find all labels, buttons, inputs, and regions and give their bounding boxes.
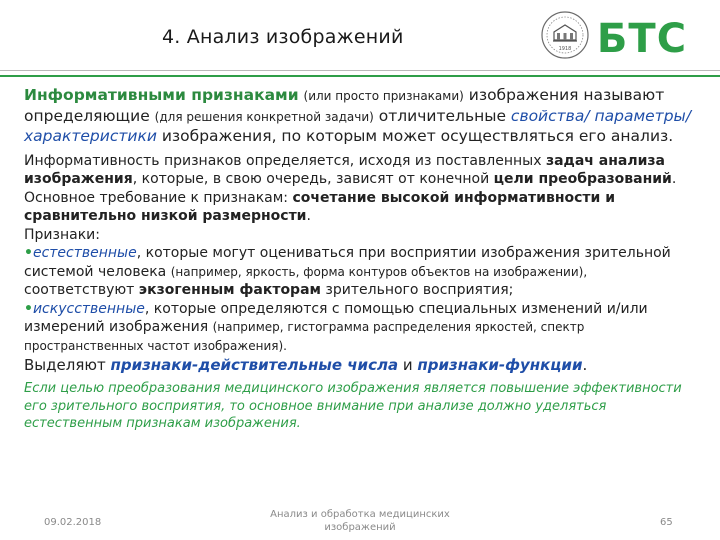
features-label: Признаки: xyxy=(24,226,100,243)
conclusion-note: Если целью преобразования медицинского изображения является повышение эффективности его зрительного восприятия, то основное внимание при анализе должно уделяться естественным признакам изображения. xyxy=(24,381,682,431)
term-artificial: искусственные xyxy=(32,300,145,317)
definition-paragraph: Информативными признаками (или просто признаками) изображения называют определяющие (для решения конкретной задачи) отличительные свойства/ параметры/ характеристики изображения, по которым может осуществляться его анализ. xyxy=(24,86,691,145)
page-number: 65 xyxy=(660,517,673,528)
bullet-natural-features: •естественные, которые могут оцениваться при восприятии изображения зрительной системой человека (например, яркость, форма контуров объектов на изображении), соответствуют экзогенным факторам зрительного восприятия; xyxy=(24,245,671,298)
slide-body xyxy=(24,86,696,433)
feature-types-paragraph: Выделяют признаки-действительные числа и признаки-функции. xyxy=(24,356,588,374)
properties-phrase: свойства/ параметры/ характеристики xyxy=(24,106,691,145)
bts-logo xyxy=(596,14,688,58)
term-informative-features: Информативными признаками xyxy=(24,86,299,104)
university-seal-icon xyxy=(540,10,590,60)
slide-title: 4. Анализ изображений xyxy=(162,26,404,48)
footer-date: 09.02.2018 xyxy=(44,517,102,528)
bullet-mark: • xyxy=(24,300,33,317)
informativeness-paragraph: Информативность признаков определяется, исходя из поставленных задач анализа изображения, которые, в свою очередь, зависят от конечной цели преобразований. xyxy=(24,152,677,187)
bullet-mark: • xyxy=(24,245,33,261)
seal-year: 1918 xyxy=(558,46,572,52)
term-real-number-features: признаки-действительные числа xyxy=(110,356,399,374)
term-function-features: признаки-функции xyxy=(417,356,583,374)
bullet-artificial-features: •искусственные, которые определяются с помощью специальных изменений и/или измерений изображения (например, гистограмма распределения яркостей, спектр пространственных частот изображения). xyxy=(24,300,648,353)
requirement-paragraph: Основное требование к признакам: сочетание высокой информативности и сравнительно низкой размерности. xyxy=(24,189,616,224)
term-natural: естественные xyxy=(32,245,137,261)
header-accent-line xyxy=(0,75,720,77)
footer-course-title: Анализ и обработка медицинских изображений xyxy=(270,509,450,533)
bts-logo-text: БТС xyxy=(596,16,688,58)
header-divider xyxy=(0,70,720,71)
